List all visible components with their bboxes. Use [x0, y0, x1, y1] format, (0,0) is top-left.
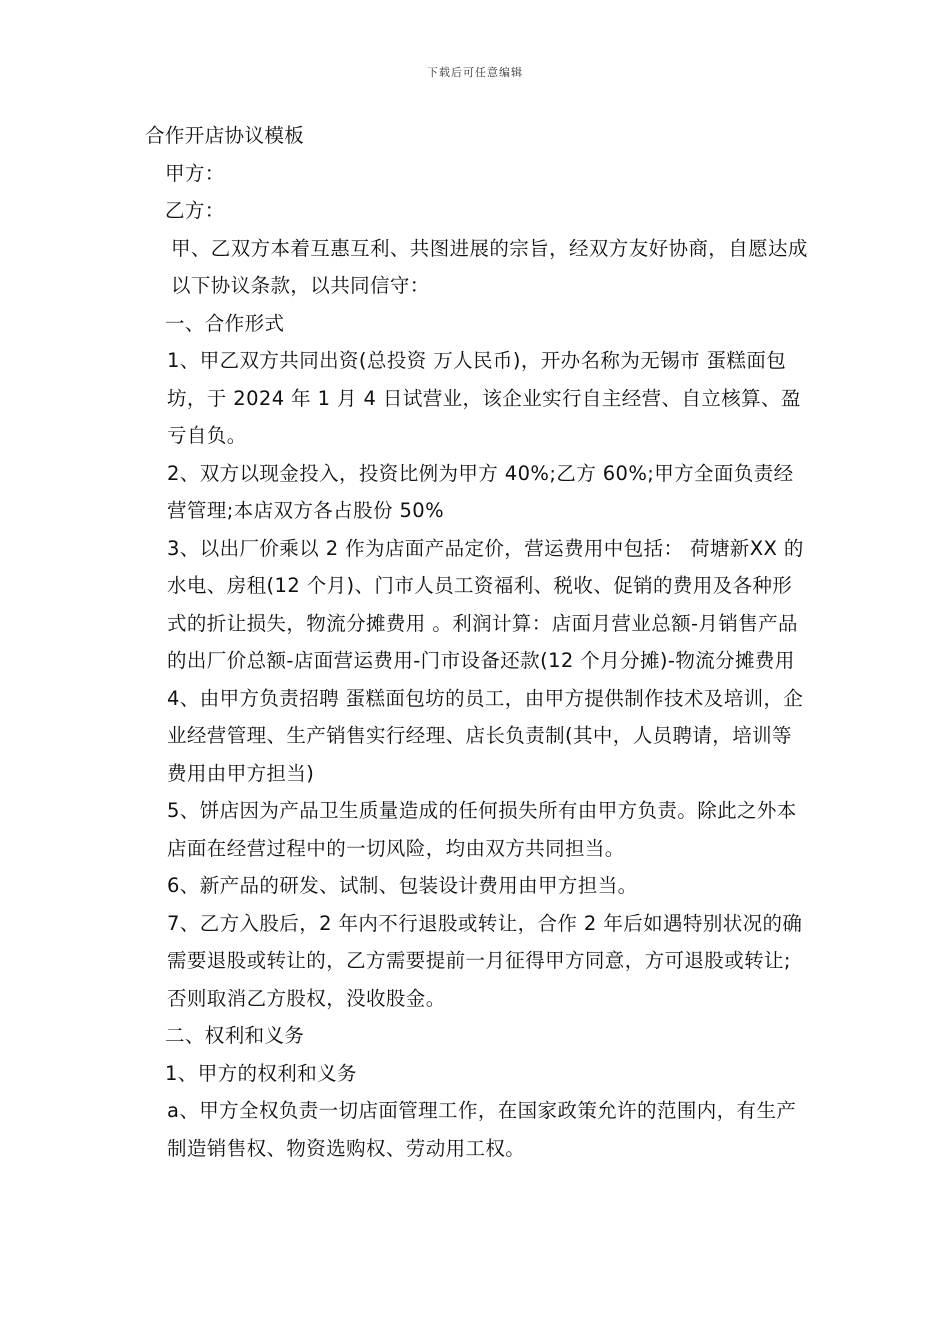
section-1-heading: 一、合作形式	[165, 311, 285, 335]
document-body	[145, 117, 810, 1167]
clause-1-3: 3、以出厂价乘以 2 作为店面产品定价，营运费用中包括： 荷塘新XX 的水电、房租(12 个月)、门市人员工资福利、税收、促销的费用及各种形式的折让损失，物流分摊费用 。利润计算：店面月营业总额-月销售产品的出厂价总额-店面营运费用-门市设备还款(12 个月分摊)-物流分摊费用	[167, 536, 804, 672]
section-2-heading: 二、权利和义务	[165, 1024, 305, 1047]
page-header: 下载后可任意编辑	[427, 66, 523, 79]
intro-paragraph: 甲、乙双方本着互惠互利、共图进展的宗旨，经双方友好协商，自愿达成以下协议条款，以共同信守：	[171, 236, 808, 297]
subsection-2-1-heading: 1、甲方的权利和义务	[165, 1061, 357, 1085]
party-a-label: 甲方：	[165, 161, 225, 185]
party-b-label: 乙方：	[165, 199, 225, 222]
clause-2-1-a: a、甲方全权负责一切店面管理工作，在国家政策允许的范围内，有生产制造销售权、物资选购权、劳动用工权。	[167, 1099, 797, 1160]
clause-1-1: 1、甲乙双方共同出资(总投资 万人民币)，开办名称为无锡市 蛋糕面包坊，于 2024 年 1 月 4 日试营业，该企业实行自主经营、自立核算、盈亏自负。	[167, 349, 801, 447]
clause-1-4: 4、由甲方负责招聘 蛋糕面包坊的员工，由甲方提供制作技术及培训，企业经营管理、生产销售实行经理、店长负责制(其中，人员聘请，培训等费用由甲方担当)	[167, 686, 804, 785]
clause-1-5: 5、饼店因为产品卫生质量造成的任何损失所有由甲方负责。除此之外本店面在经营过程中的一切风险，均由双方共同担当。	[167, 799, 797, 860]
clause-1-2: 2、双方以现金投入，投资比例为甲方 40%;乙方 60%;甲方全面负责经营管理;本店双方各占股份 50%	[167, 461, 794, 522]
clause-1-7: 7、乙方入股后，2 年内不行退股或转让，合作 2 年后如遇特别状况的确需要退股或转让的，乙方需要提前一月征得甲方同意，方可退股或转让;否则取消乙方股权，没收股金。	[167, 911, 803, 1010]
clause-1-6: 6、新产品的研发、试制、包装设计费用由甲方担当。	[167, 874, 638, 897]
document-title: 合作开店协议模板	[145, 124, 305, 147]
